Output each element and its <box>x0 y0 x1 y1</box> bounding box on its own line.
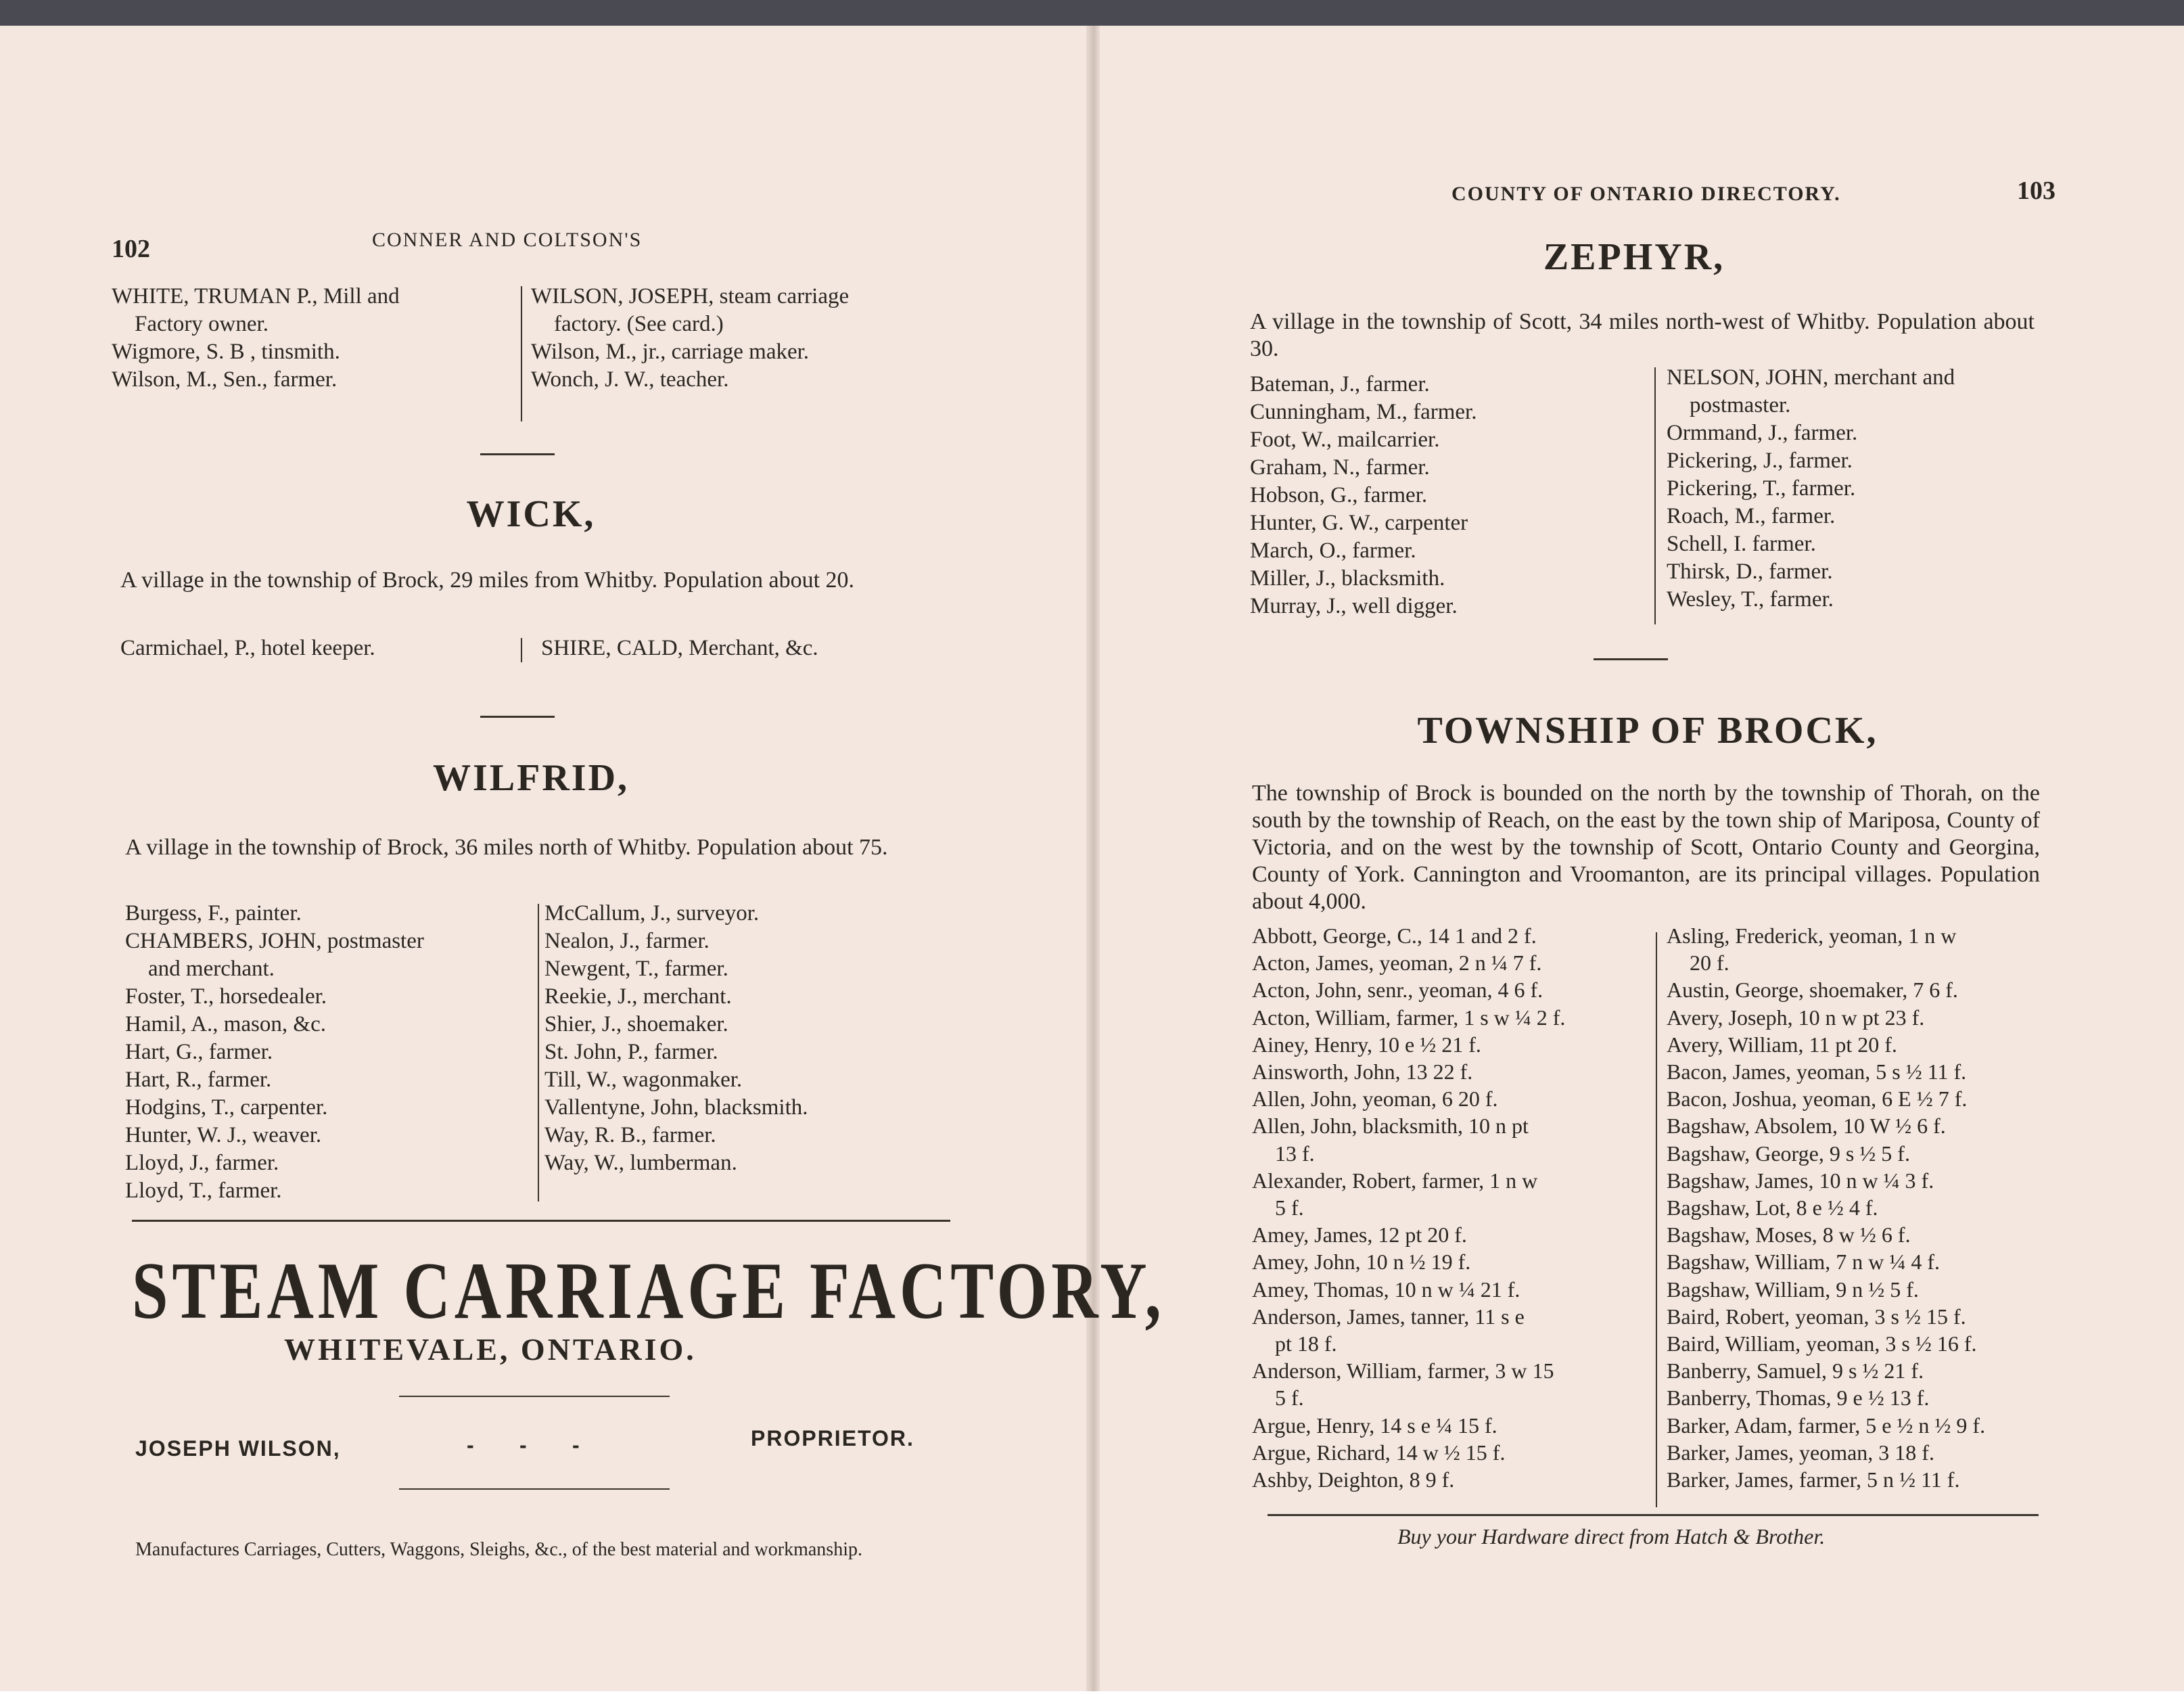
directory-entry: Bateman, J., farmer. <box>1250 372 1430 396</box>
column-divider <box>521 286 522 421</box>
directory-entry: Reekie, J., merchant. <box>544 984 732 1009</box>
page-number: 103 <box>2017 177 2055 205</box>
page-number: 102 <box>112 235 150 263</box>
directory-entry: Amey, Thomas, 10 n w ¼ 21 f. <box>1252 1277 1520 1302</box>
running-head: COUNTY OF ONTARIO DIRECTORY. <box>1451 183 1841 205</box>
book-spine <box>1086 26 1100 1691</box>
directory-entry: Pickering, T., farmer. <box>1667 476 1856 501</box>
directory-entry: Banberry, Thomas, 9 e ½ 13 f. <box>1667 1386 1930 1411</box>
directory-entry: Acton, William, farmer, 1 s w ¼ 2 f. <box>1252 1005 1566 1030</box>
directory-entry: Barker, James, farmer, 5 n ½ 11 f. <box>1667 1467 1960 1492</box>
directory-entry: Abbott, George, C., 14 1 and 2 f. <box>1252 923 1537 948</box>
directory-entry: March, O., farmer. <box>1250 539 1416 563</box>
directory-entry: Foster, T., horsedealer. <box>125 984 327 1009</box>
directory-entry: factory. (See card.) <box>554 312 724 336</box>
directory-entry: Amey, James, 12 pt 20 f. <box>1252 1222 1467 1247</box>
directory-entry: Wilson, M., jr., carriage maker. <box>531 340 810 364</box>
directory-entry: Acton, James, yeoman, 2 n ¼ 7 f. <box>1252 951 1542 976</box>
directory-entry: Ashby, Deighton, 8 9 f. <box>1252 1467 1455 1492</box>
directory-entry: Hodgins, T., carpenter. <box>125 1095 328 1120</box>
directory-entry: Anderson, William, farmer, 3 w 15 <box>1252 1358 1554 1383</box>
directory-entry: Allen, John, blacksmith, 10 n pt <box>1252 1114 1529 1139</box>
directory-entry: Hunter, G. W., carpenter <box>1250 511 1468 535</box>
directory-entry: Ainey, Henry, 10 e ½ 21 f. <box>1252 1032 1481 1057</box>
directory-entry: 5 f. <box>1275 1195 1304 1220</box>
directory-entry: Austin, George, shoemaker, 7 6 f. <box>1667 978 1958 1003</box>
directory-entry: Till, W., wagonmaker. <box>544 1068 743 1092</box>
directory-entry: Wilson, M., Sen., farmer. <box>112 367 338 392</box>
directory-entry: Shier, J., shoemaker. <box>544 1012 728 1036</box>
column-divider <box>538 904 539 1201</box>
wick-entry-left: Carmichael, P., hotel keeper. <box>120 636 375 660</box>
top-entries-left <box>112 283 517 394</box>
directory-entry: St. John, P., farmer. <box>544 1040 718 1064</box>
directory-entry: Allen, John, yeoman, 6 20 f. <box>1252 1086 1498 1112</box>
directory-entry: Ainsworth, John, 13 22 f. <box>1252 1059 1473 1084</box>
advert-rule <box>399 1488 670 1490</box>
section-rule <box>480 716 555 718</box>
footer-rule <box>1268 1514 2039 1516</box>
wick-entry-right: SHIRE, CALD, Merchant, &c. <box>541 636 818 660</box>
right-page <box>1100 26 2184 1691</box>
directory-entry: Anderson, James, tanner, 11 s e <box>1252 1304 1525 1329</box>
directory-entry: Bagshaw, George, 9 s ½ 5 f. <box>1667 1141 1910 1166</box>
directory-entry: Argue, Henry, 14 s e ¼ 15 f. <box>1252 1413 1497 1438</box>
directory-entry: 20 f. <box>1690 951 1729 976</box>
directory-entry: Bagshaw, Absolem, 10 W ½ 6 f. <box>1667 1114 1946 1139</box>
directory-entry: Banberry, Samuel, 9 s ½ 21 f. <box>1667 1358 1924 1383</box>
advert-description: Manufactures Carriages, Cutters, Waggons, Sleighs, &c., of the best material and workmanship. <box>135 1539 862 1560</box>
wilfrid-intro: A village in the township of Brock, 36 miles north of Whitby. Population about 75. <box>125 835 888 860</box>
section-title-zephyr: ZEPHYR, <box>1543 236 1725 278</box>
advert-dashes: - - - <box>467 1433 581 1457</box>
advert-rule <box>399 1396 670 1397</box>
running-head: CONNER AND COLTSON'S <box>372 229 643 251</box>
directory-entry: Bacon, Joshua, yeoman, 6 E ½ 7 f. <box>1667 1086 1968 1112</box>
directory-entry: WILSON, JOSEPH, steam carriage <box>531 284 850 308</box>
section-title-brock: TOWNSHIP OF BROCK, <box>1417 710 1878 752</box>
directory-entry: Bacon, James, yeoman, 5 s ½ 11 f. <box>1667 1059 1967 1084</box>
directory-entry: NELSON, JOHN, merchant and <box>1667 365 1955 390</box>
brock-intro: The township of Brock is bounded on the north by the township of Thorah, on the south by the township of Reach, on the east by the town ship of Mariposa, County of Victoria, and on the west by the township of Scott, Ontario County and Georgina, County of York. Cannington and Vroomanton, are its principal villages. Population about 4,000. <box>1252 781 2040 914</box>
directory-entry: Murray, J., well digger. <box>1250 594 1458 618</box>
directory-entry: Hamil, A., mason, &c. <box>125 1012 326 1036</box>
brock-list-left <box>1252 922 1648 1493</box>
left-page <box>0 26 1165 1691</box>
directory-entry: Hart, R., farmer. <box>125 1068 272 1092</box>
advert-location: WHITEVALE, ONTARIO. <box>284 1332 697 1367</box>
directory-entry: Baird, William, yeoman, 3 s ½ 16 f. <box>1667 1331 1977 1356</box>
section-title-wilfrid: WILFRID, <box>432 757 630 799</box>
directory-entry: Lloyd, T., farmer. <box>125 1178 282 1203</box>
directory-entry: 13 f. <box>1275 1141 1315 1166</box>
directory-entry: Foot, W., mailcarrier. <box>1250 428 1440 452</box>
top-entries-right <box>531 283 950 394</box>
directory-entry: Bagshaw, William, 9 n ½ 5 f. <box>1667 1277 1919 1302</box>
directory-entry: Vallentyne, John, blacksmith. <box>544 1095 808 1120</box>
directory-entry: Hart, G., farmer. <box>125 1040 273 1064</box>
directory-entry: Nealon, J., farmer. <box>544 929 710 953</box>
column-divider <box>1654 367 1656 624</box>
directory-entry: Asling, Frederick, yeoman, 1 n w <box>1667 923 1957 948</box>
directory-entry: Ormmand, J., farmer. <box>1667 421 1858 445</box>
directory-entry: Amey, John, 10 n ½ 19 f. <box>1252 1250 1471 1275</box>
directory-entry: Pickering, J., farmer. <box>1667 449 1853 473</box>
advert-top-rule <box>132 1220 950 1222</box>
section-title-wick: WICK, <box>466 493 596 535</box>
directory-entry: Bagshaw, Moses, 8 w ½ 6 f. <box>1667 1222 1911 1247</box>
proprietor-name: JOSEPH WILSON, <box>135 1436 341 1461</box>
column-divider <box>521 638 522 662</box>
directory-entry: McCallum, J., surveyor. <box>544 901 760 925</box>
directory-entry: and merchant. <box>148 957 275 981</box>
directory-entry: Factory owner. <box>135 312 269 336</box>
zephyr-list-right <box>1667 364 2045 614</box>
wick-intro: A village in the township of Brock, 29 miles from Whitby. Population about 20. <box>120 568 855 593</box>
directory-entry: Baird, Robert, yeoman, 3 s ½ 15 f. <box>1667 1304 1966 1329</box>
zephyr-intro: A village in the township of Scott, 34 miles north-west of Whitby. Population about 30. <box>1250 309 2035 361</box>
directory-entry: Alexander, Robert, farmer, 1 n w <box>1252 1168 1538 1193</box>
advert-title: STEAM CARRIAGE FACTORY, <box>132 1245 1165 1336</box>
section-rule <box>480 453 555 455</box>
directory-entry: Newgent, T., farmer. <box>544 957 728 981</box>
proprietor-label: PROPRIETOR. <box>751 1426 914 1450</box>
directory-entry: Schell, I. farmer. <box>1667 532 1816 556</box>
zephyr-list-left <box>1250 371 1629 620</box>
directory-entry: Bagshaw, James, 10 n w ¼ 3 f. <box>1667 1168 1934 1193</box>
directory-entry: Graham, N., farmer. <box>1250 455 1430 480</box>
directory-entry: Way, W., lumberman. <box>544 1151 737 1175</box>
directory-entry: postmaster. <box>1690 393 1791 417</box>
directory-entry: Lloyd, J., farmer. <box>125 1151 279 1175</box>
directory-entry: Wonch, J. W., teacher. <box>531 367 729 392</box>
wilfrid-list-left <box>125 900 524 1205</box>
page-footer: Buy your Hardware direct from Hatch & Brother. <box>1397 1524 1826 1549</box>
directory-entry: Burgess, F., painter. <box>125 901 302 925</box>
directory-entry: Bagshaw, Lot, 8 e ½ 4 f. <box>1667 1195 1878 1220</box>
directory-entry: Way, R. B., farmer. <box>544 1123 716 1147</box>
directory-entry: Wesley, T., farmer. <box>1667 587 1834 612</box>
directory-entry: Roach, M., farmer. <box>1667 504 1836 528</box>
directory-entry: Miller, J., blacksmith. <box>1250 566 1445 591</box>
wilfrid-list-right <box>544 900 950 1177</box>
directory-entry: Wigmore, S. B , tinsmith. <box>112 340 340 364</box>
directory-entry: Acton, John, senr., yeoman, 4 6 f. <box>1252 978 1543 1003</box>
directory-entry: Argue, Richard, 14 w ½ 15 f. <box>1252 1440 1506 1465</box>
directory-entry: Barker, James, yeoman, 3 18 f. <box>1667 1440 1934 1465</box>
directory-entry: 5 f. <box>1275 1386 1304 1411</box>
brock-list-right <box>1667 922 2062 1493</box>
directory-entry: Barker, Adam, farmer, 5 e ½ n ½ 9 f. <box>1667 1413 1986 1438</box>
section-rule <box>1594 658 1668 660</box>
directory-entry: Avery, Joseph, 10 n w pt 23 f. <box>1667 1005 1925 1030</box>
directory-entry: Hunter, W. J., weaver. <box>125 1123 322 1147</box>
directory-entry: pt 18 f. <box>1275 1331 1337 1356</box>
directory-entry: Cunningham, M., farmer. <box>1250 400 1477 424</box>
directory-entry: Thirsk, D., farmer. <box>1667 559 1833 584</box>
column-divider <box>1656 932 1657 1507</box>
directory-entry: Hobson, G., farmer. <box>1250 483 1428 507</box>
directory-entry: Avery, William, 11 pt 20 f. <box>1667 1032 1897 1057</box>
directory-entry: WHITE, TRUMAN P., Mill and <box>112 284 400 308</box>
directory-entry: CHAMBERS, JOHN, postmaster <box>125 929 424 953</box>
directory-entry: Bagshaw, William, 7 n w ¼ 4 f. <box>1667 1250 1940 1275</box>
